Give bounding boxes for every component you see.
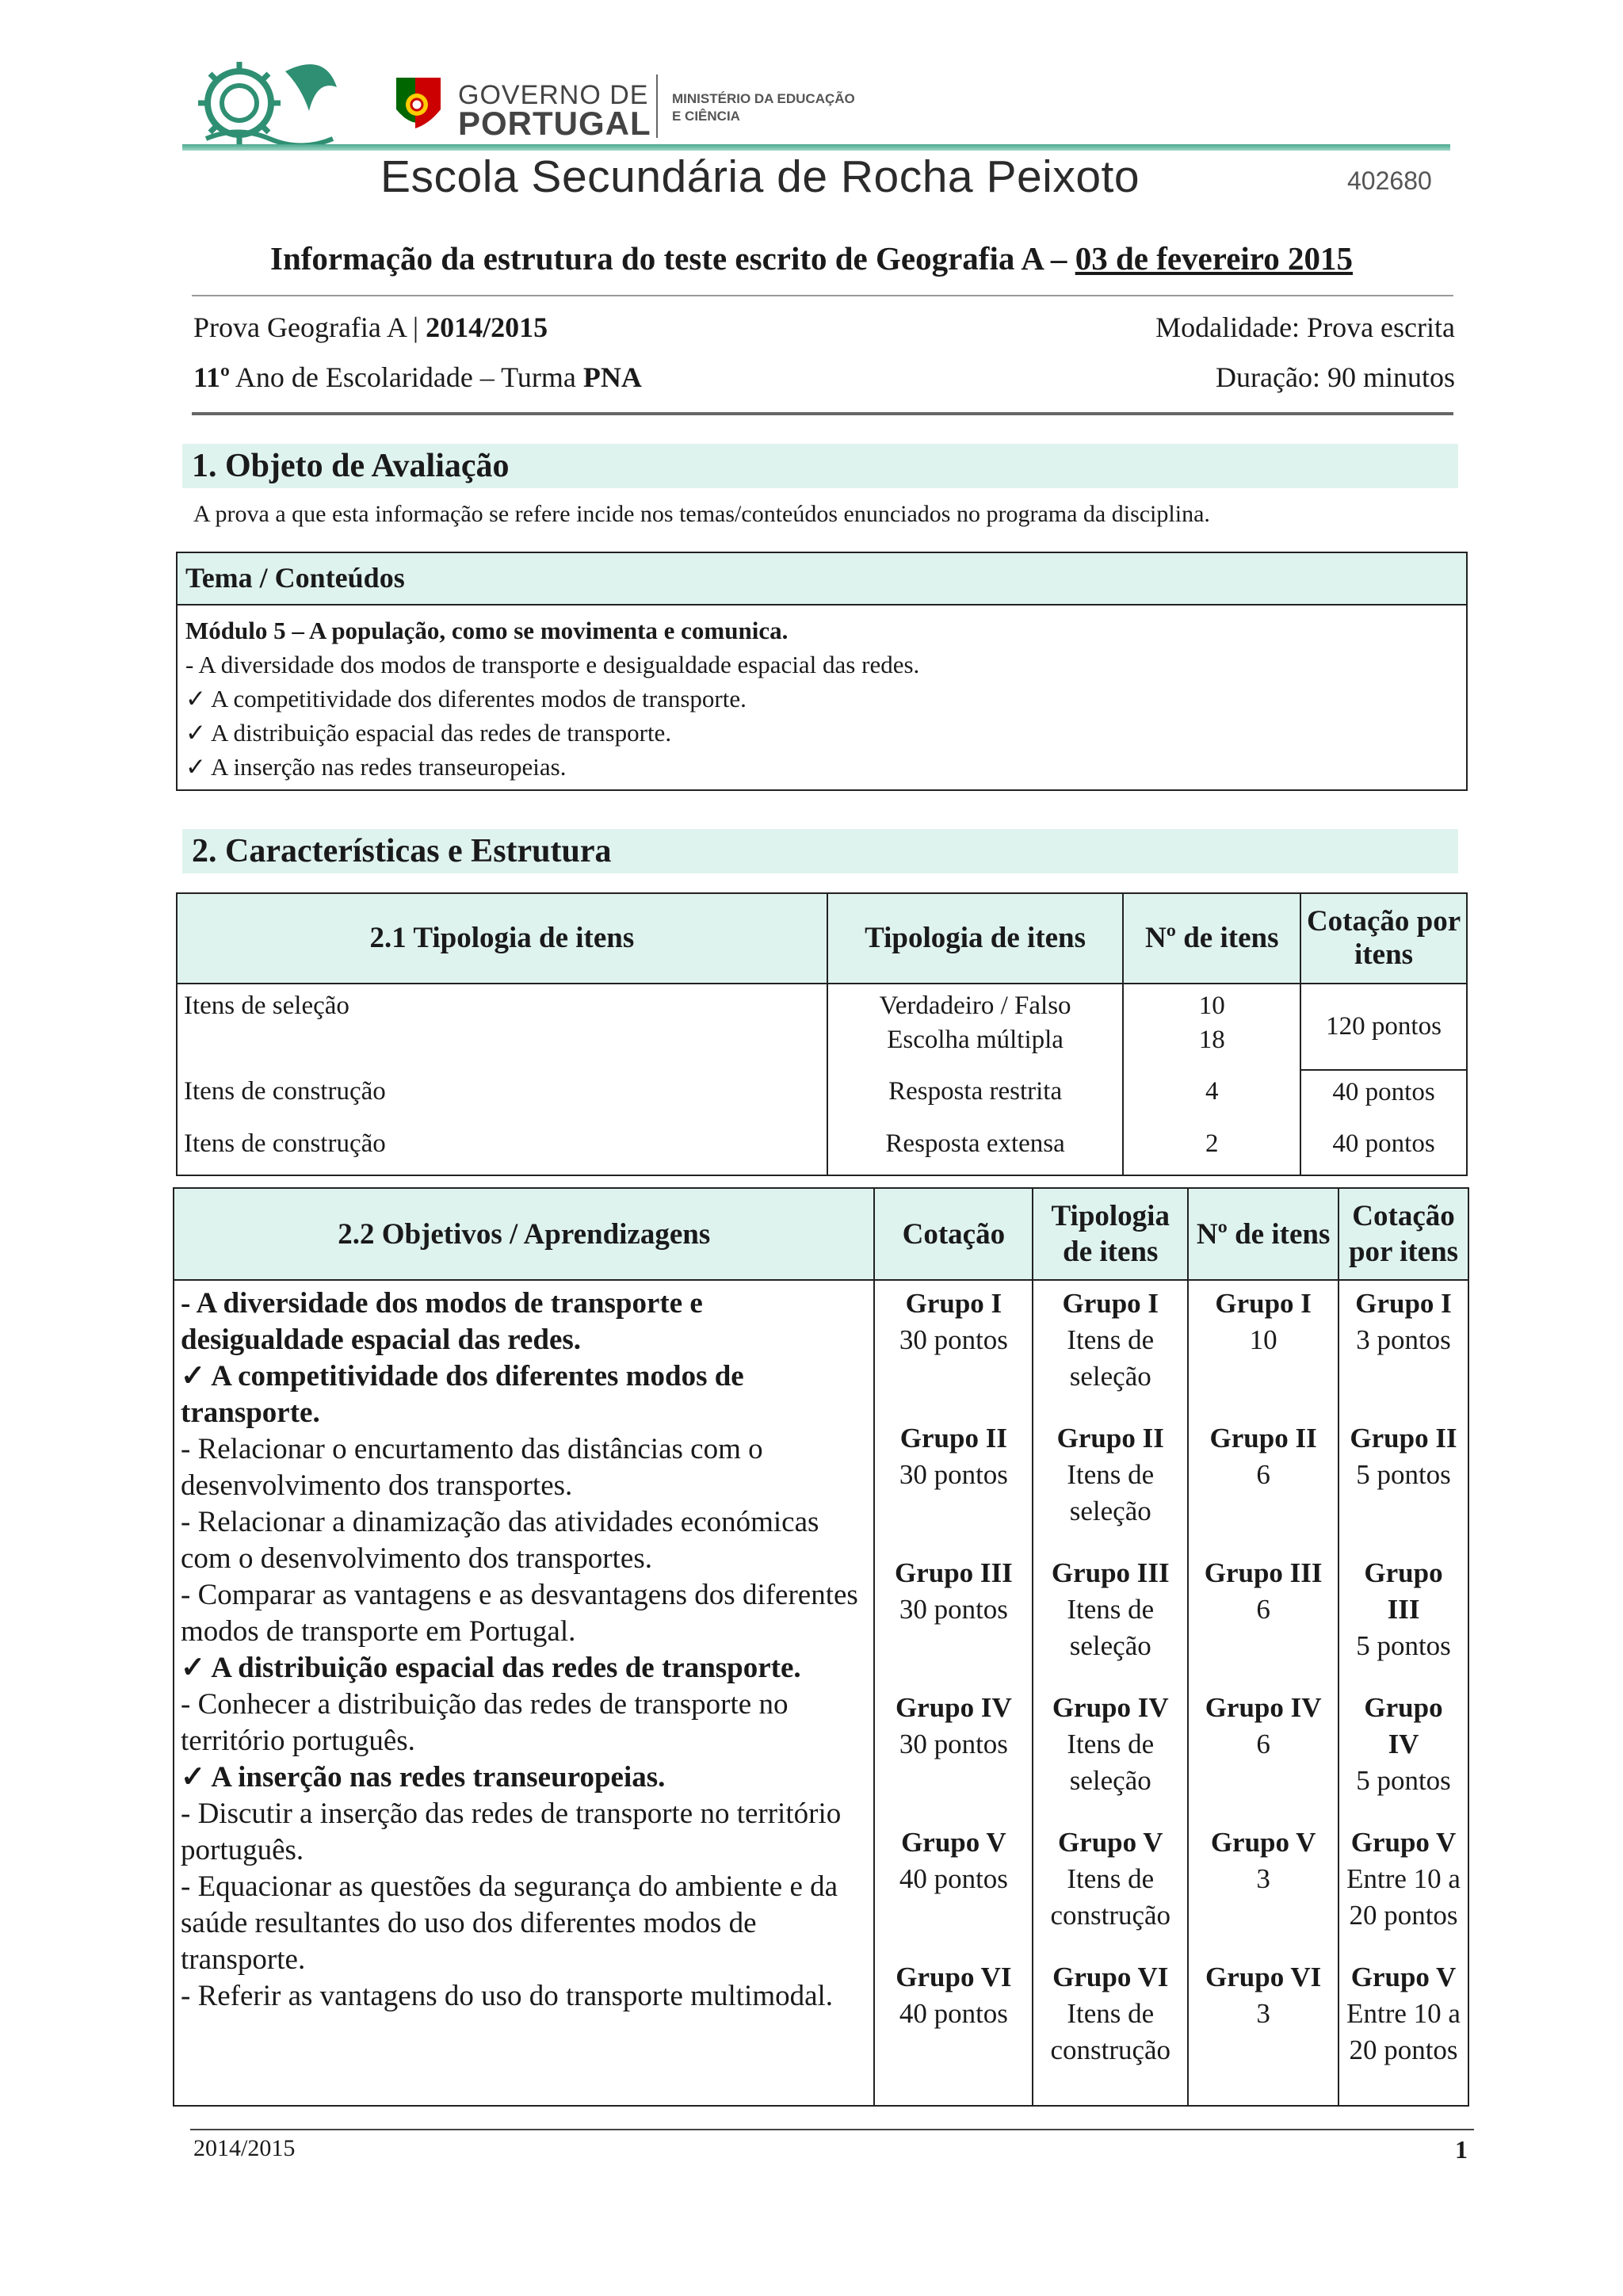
- group-entry: [1040, 1959, 1181, 2094]
- ministry-line2: E CIÊNCIA: [672, 109, 740, 124]
- gov-line2: PORTUGAL: [458, 105, 651, 142]
- objective-item: - Conhecer a distribuição das redes de transporte no território português.: [181, 1688, 789, 1757]
- module-title: Módulo 5 – A população, como se movimenta e comunica.: [185, 617, 789, 644]
- n-itens-cell: [1188, 1280, 1338, 2106]
- group-entry: [881, 1690, 1025, 1824]
- group-entry: [1195, 1959, 1331, 2094]
- table-cell: [827, 984, 1124, 1070]
- tema-item: ✓ A competitividade dos diferentes modos de transporte.: [185, 685, 747, 712]
- tipologia-table: [176, 892, 1468, 1176]
- table-cell: Itens de construção: [177, 1122, 827, 1175]
- objective-item: - Comparar as vantagens e as desvantagens dos diferentes modos de transporte em Portugal.: [181, 1579, 858, 1648]
- group-value: seleção: [1069, 1630, 1151, 1661]
- table-header-cell: Nº de itens: [1188, 1188, 1338, 1280]
- objetivos-table: [173, 1187, 1469, 2107]
- group-value: construção: [1050, 1900, 1171, 1931]
- tipo-value: Verdadeiro / Falso: [879, 991, 1071, 1020]
- school-code: 402680: [1347, 166, 1432, 195]
- group-value: 5 pontos: [1356, 1459, 1451, 1490]
- title-date: 03 de fevereiro 2015: [1075, 240, 1353, 277]
- meta-ano: [193, 361, 642, 394]
- table-header-cell: Nº de itens: [1123, 893, 1300, 984]
- group-name: Grupo IV: [1052, 1692, 1169, 1723]
- group-value: 6: [1256, 1729, 1270, 1759]
- group-entry: [1195, 1555, 1331, 1690]
- group-entry: [1346, 1420, 1461, 1555]
- group-value: seleção: [1069, 1361, 1151, 1392]
- table-header-cell: Tipologia de itens: [1033, 1188, 1188, 1280]
- meta-prova-label: Prova Geografia A |: [193, 311, 426, 343]
- group-entry: [881, 1959, 1025, 2094]
- title-rule: [192, 295, 1453, 296]
- group-value: Entre 10 a: [1346, 1863, 1461, 1894]
- group-name: Grupo II: [899, 1423, 1007, 1454]
- group-name: Grupo IV: [1205, 1692, 1322, 1723]
- group-entry: [1195, 1690, 1331, 1824]
- group-name: Grupo III: [1364, 1557, 1443, 1625]
- header-rule: [182, 144, 1450, 151]
- group-name: Grupo III: [894, 1557, 1013, 1588]
- objectives-cell: [174, 1280, 874, 2106]
- group-name: Grupo VI: [1052, 1962, 1169, 1992]
- group-entry: [881, 1286, 1025, 1420]
- group-entry: [1346, 1286, 1461, 1420]
- group-entry: [1346, 1690, 1461, 1824]
- portugal-flag-icon: [393, 74, 444, 138]
- tema-item: - A diversidade dos modos de transporte e desigualdade espacial das redes.: [185, 651, 920, 678]
- group-name: Grupo V: [1057, 1827, 1163, 1858]
- table-row: [177, 1122, 1467, 1175]
- group-entry: [881, 1420, 1025, 1555]
- objective-item: - Referir as vantagens do uso do transporte multimodal.: [181, 1980, 834, 2012]
- table-header-cell: Cotação por itens: [1300, 893, 1467, 984]
- footer-year: 2014/2015: [193, 2135, 296, 2161]
- title-main: Informação da estrutura do teste escrito de Geografia A –: [269, 240, 1075, 277]
- objective-item: ✓ A inserção nas redes transeuropeias.: [181, 1761, 666, 1794]
- group-entry: [1195, 1420, 1331, 1555]
- meta-duracao: Duração: 90 minutos: [1216, 361, 1455, 393]
- meta-year: 2014/2015: [426, 311, 548, 343]
- group-name: Grupo II: [1209, 1423, 1317, 1454]
- group-value: 30 pontos: [899, 1594, 1008, 1625]
- group-entry: [881, 1824, 1025, 1959]
- table-header-row: [174, 1188, 1468, 1280]
- group-entry: [1040, 1286, 1181, 1420]
- table-row: [177, 984, 1467, 1070]
- meta-ano-prefix: 11º: [193, 361, 230, 393]
- group-name: Grupo VI: [896, 1962, 1012, 1992]
- group-value: 40 pontos: [899, 1863, 1008, 1894]
- group-entry: [1040, 1555, 1181, 1690]
- objective-item: - Relacionar a dinamização das atividades económicas com o desenvolvimento dos transportes.: [181, 1506, 819, 1575]
- group-name: Grupo V: [1350, 1962, 1457, 1992]
- objective-item: ✓ A competitividade dos diferentes modos de transporte.: [181, 1360, 744, 1429]
- group-value: 30 pontos: [899, 1459, 1008, 1490]
- group-value: Itens de: [1067, 1324, 1155, 1355]
- table-header-row: [177, 893, 1467, 984]
- group-entry: [1346, 1959, 1461, 2094]
- group-entry: [1040, 1420, 1181, 1555]
- tipo-value: Escolha múltipla: [887, 1026, 1064, 1054]
- section1-heading: 1. Objeto de Avaliação: [182, 444, 1458, 488]
- table-cell: Resposta extensa: [827, 1122, 1124, 1175]
- meta-prova: [193, 311, 548, 344]
- group-value: seleção: [1069, 1496, 1151, 1526]
- group-name: Grupo V: [1350, 1827, 1457, 1858]
- group-value: 10: [1249, 1324, 1277, 1355]
- group-entry: [1195, 1286, 1331, 1420]
- government-logo-text: [458, 80, 651, 142]
- group-name: Grupo I: [905, 1288, 1002, 1319]
- group-value: 20 pontos: [1349, 1900, 1458, 1931]
- tipologia-cell: [1033, 1280, 1188, 2106]
- tema-item: ✓ A inserção nas redes transeuropeias.: [185, 753, 567, 781]
- group-value: Itens de: [1067, 1998, 1155, 2029]
- group-value: 30 pontos: [899, 1324, 1008, 1355]
- meta-turma: PNA: [582, 361, 642, 393]
- cotacao-itens-cell: [1338, 1280, 1468, 2106]
- meta-ano-text: Ano de Escolaridade – Turma: [229, 361, 583, 393]
- n-value: 18: [1198, 1026, 1225, 1054]
- n-value: 10: [1198, 991, 1225, 1020]
- group-name: Grupo I: [1062, 1288, 1159, 1319]
- objective-item: - Relacionar o encurtamento das distâncias com o desenvolvimento dos transportes.: [181, 1433, 763, 1502]
- cotacao-cell: [874, 1280, 1033, 2106]
- table-cell: 2: [1123, 1122, 1300, 1175]
- page-number: 1: [1455, 2135, 1468, 2164]
- group-name: Grupo II: [1056, 1423, 1164, 1454]
- group-name: Grupo I: [1355, 1288, 1452, 1319]
- group-entry: [881, 1555, 1025, 1690]
- group-name: Grupo III: [1051, 1557, 1170, 1588]
- group-value: 3 pontos: [1356, 1324, 1451, 1355]
- school-name: Escola Secundária de Rocha Peixoto: [380, 151, 1140, 202]
- table-header-cell: 2.2 Objetivos / Aprendizagens: [174, 1188, 874, 1280]
- group-value: Itens de: [1067, 1459, 1155, 1490]
- group-value: seleção: [1069, 1765, 1151, 1796]
- table-header-cell: 2.1 Tipologia de itens: [177, 893, 827, 984]
- group-name: Grupo I: [1215, 1288, 1312, 1319]
- table-cell: 40 pontos: [1300, 1122, 1467, 1175]
- objective-item: - Equacionar as questões da segurança do ambiente e da saúde resultantes do uso dos diferentes modos de transporte.: [181, 1870, 838, 1976]
- group-entry: [1040, 1824, 1181, 1959]
- page-header: [190, 55, 1474, 206]
- meta-rule: [192, 412, 1453, 415]
- table-cell: Itens de seleção: [177, 984, 827, 1070]
- ministry-name: [672, 90, 855, 125]
- table-cell: [1123, 984, 1300, 1070]
- group-value: Itens de: [1067, 1729, 1155, 1759]
- group-value: Itens de: [1067, 1594, 1155, 1625]
- objective-item: ✓ A distribuição espacial das redes de transporte.: [181, 1652, 801, 1684]
- group-value: Itens de: [1067, 1863, 1155, 1894]
- meta-modalidade: Modalidade: Prova escrita: [1155, 311, 1455, 343]
- table-cell: Resposta restrita: [827, 1070, 1124, 1122]
- group-entry: [1346, 1555, 1461, 1690]
- objective-item: - Discutir a inserção das redes de transporte no território português.: [181, 1797, 842, 1866]
- gov-line1: GOVERNO DE: [458, 80, 649, 110]
- table-header-cell: Cotação por itens: [1338, 1188, 1468, 1280]
- group-value: 6: [1256, 1459, 1270, 1490]
- tema-table-heading: Tema / Conteúdos: [178, 553, 1466, 606]
- group-value: 6: [1256, 1594, 1270, 1625]
- group-name: Grupo IV: [1364, 1692, 1443, 1759]
- table-header-cell: Cotação: [874, 1188, 1033, 1280]
- group-name: Grupo V: [1210, 1827, 1316, 1858]
- group-value: 5 pontos: [1356, 1765, 1451, 1796]
- group-name: Grupo II: [1350, 1423, 1457, 1454]
- group-name: Grupo VI: [1205, 1962, 1322, 1992]
- group-name: Grupo V: [901, 1827, 1006, 1858]
- group-entry: [1346, 1824, 1461, 1959]
- table-cell: 40 pontos: [1300, 1070, 1467, 1122]
- group-value: construção: [1050, 2034, 1171, 2065]
- table-row: [177, 1070, 1467, 1122]
- table-cell: 4: [1123, 1070, 1300, 1122]
- table-cell: Itens de construção: [177, 1070, 827, 1122]
- group-value: 3: [1256, 1998, 1270, 2029]
- tema-table-body: [178, 606, 1466, 792]
- tema-item: ✓ A distribuição espacial das redes de transporte.: [185, 719, 672, 747]
- table-cell: 120 pontos: [1300, 984, 1467, 1070]
- school-emblem-icon: [190, 55, 372, 151]
- group-name: Grupo IV: [895, 1692, 1012, 1723]
- table-header-cell: Tipologia de itens: [827, 893, 1124, 984]
- group-value: 40 pontos: [899, 1998, 1008, 2029]
- group-entry: [1195, 1824, 1331, 1959]
- footer-rule: [190, 2129, 1474, 2130]
- logo-divider: [656, 74, 658, 138]
- group-value: 20 pontos: [1349, 2034, 1458, 2065]
- section2-heading: 2. Características e Estrutura: [182, 829, 1458, 873]
- group-value: 30 pontos: [899, 1729, 1008, 1759]
- ministry-line1: MINISTÉRIO DA EDUCAÇÃO: [672, 91, 855, 106]
- group-value: 5 pontos: [1356, 1630, 1451, 1661]
- objective-item: - A diversidade dos modos de transporte e desigualdade espacial das redes.: [181, 1287, 703, 1356]
- group-value: 3: [1256, 1863, 1270, 1894]
- document-title: [0, 239, 1623, 277]
- group-name: Grupo III: [1204, 1557, 1323, 1588]
- group-entry: [1040, 1690, 1181, 1824]
- tema-conteudos-table: [176, 552, 1468, 791]
- group-value: Entre 10 a: [1346, 1998, 1461, 2029]
- table-row: [174, 1280, 1468, 2106]
- section1-text: A prova a que esta informação se refere incide nos temas/conteúdos enunciados no programa da disciplina.: [193, 501, 1210, 527]
